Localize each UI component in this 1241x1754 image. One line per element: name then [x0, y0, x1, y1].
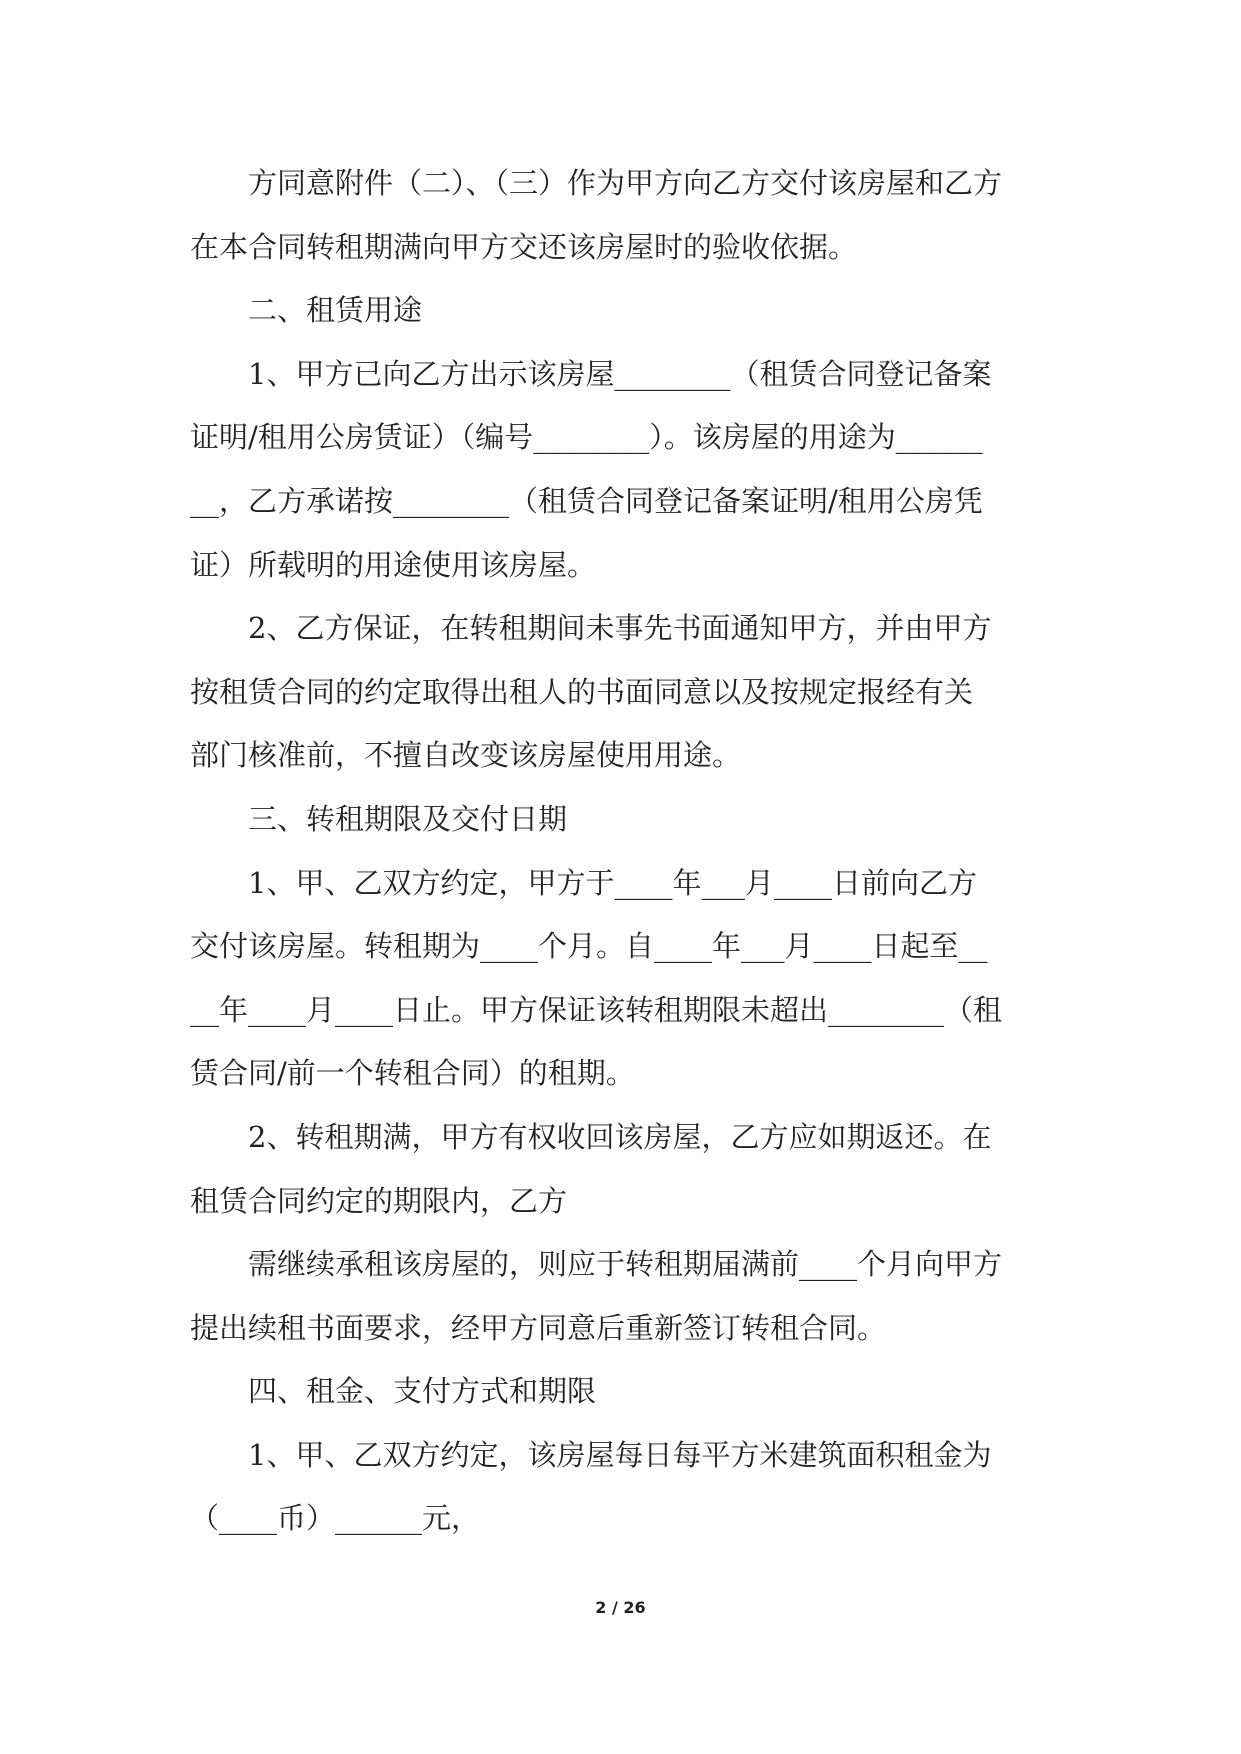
paragraph-line: 2、转租期满，甲方有权收回该房屋，乙方应如期返还。在 [248, 1119, 992, 1154]
section-heading: 三、转租期限及交付日期 [248, 801, 568, 836]
paragraph-line: 租赁合同约定的期限内，乙方 [190, 1183, 568, 1218]
paragraph-line: 提出续租书面要求，经甲方同意后重新签订转租合同。 [190, 1310, 887, 1345]
paragraph-line: 需继续承租该房屋的，则应于转租期届满前____个月向甲方 [248, 1247, 1003, 1282]
section-heading: 四、租金、支付方式和期限 [248, 1374, 597, 1409]
paragraph-line: 证）所载明的用途使用该房屋。 [190, 547, 597, 582]
section-heading: 二、租赁用途 [248, 293, 423, 328]
paragraph-line: __年____月____日止。甲方保证该转租期限未超出________（租 [190, 992, 1003, 1027]
paragraph-line: 在本合同转租期满向甲方交还该房屋时的验收依据。 [190, 229, 858, 264]
paragraph-line: 1、甲、乙双方约定，该房屋每日每平方米建筑面积租金为 [248, 1437, 992, 1472]
document-body [190, 152, 1052, 1551]
paragraph-line: 赁合同/前一个转租合同）的租期。 [190, 1056, 635, 1091]
paragraph-line: 1、甲方已向乙方出示该房屋________（租赁合同登记备案 [248, 356, 992, 391]
paragraph-line: 证明/租用公房赁证）（编号________）。该房屋的用途为______ [190, 420, 983, 455]
paragraph-line: 2、乙方保证，在转租期间未事先书面通知甲方，并由甲方 [248, 611, 992, 646]
paragraph-line: 交付该房屋。转租期为____个月。自____年___月____日起至__ [190, 929, 988, 964]
paragraph-line: （____币）______元， [190, 1501, 481, 1536]
paragraph-line: 1、甲、乙双方约定，甲方于____年___月____日前向乙方 [248, 865, 977, 900]
paragraph-line: 部门核准前，不擅自改变该房屋使用用途。 [190, 738, 742, 773]
paragraph-line: __，乙方承诺按________（租赁合同登记备案证明/租用公房凭 [190, 483, 983, 518]
paragraph-line: 方同意附件（二）、（三）作为甲方向乙方交付该房屋和乙方 [248, 166, 1003, 200]
paragraph-line: 按租赁合同的约定取得出租人的书面同意以及按规定报经有关 [190, 674, 974, 709]
page-number: 2 / 26 [595, 1598, 646, 1617]
